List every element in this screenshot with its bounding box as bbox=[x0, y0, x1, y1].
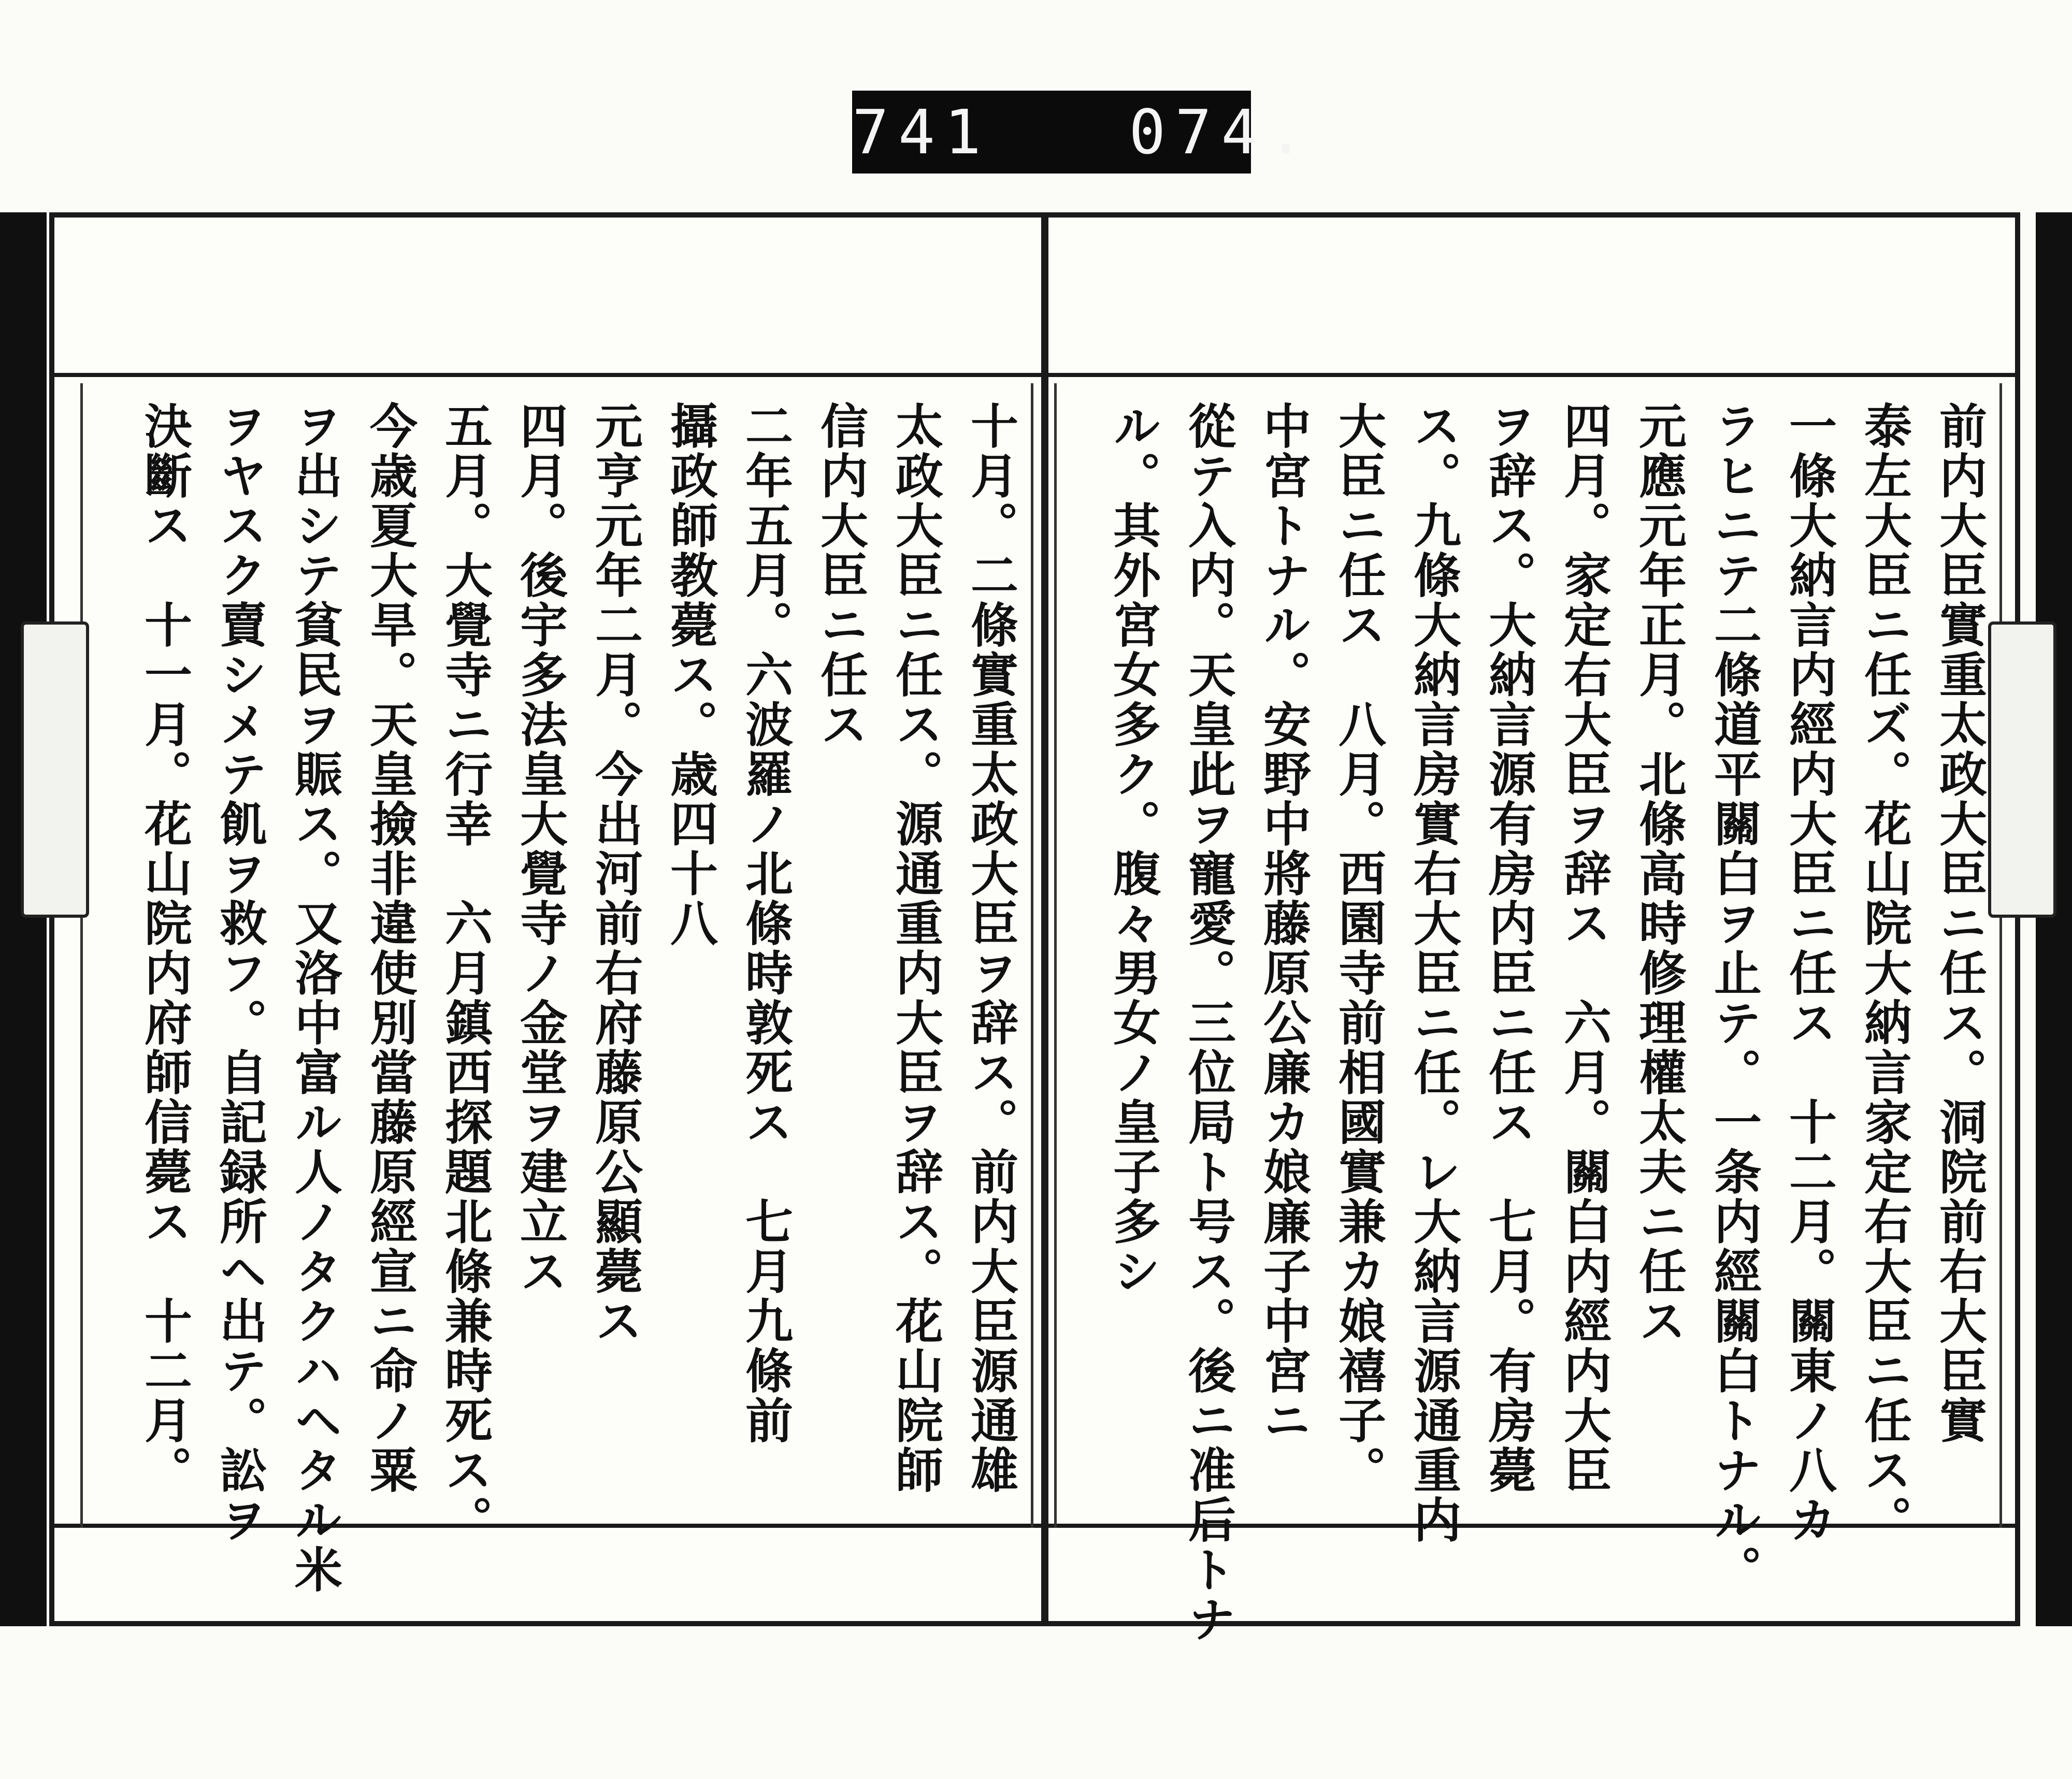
left-text-column-6: 元亨元年二月。今出河前右府藤原公顯薨ス bbox=[587, 401, 643, 1346]
right-text-column-6: 四月。家定右大臣ヲ辞ス 六月。關白内經内大臣 bbox=[1556, 401, 1612, 1495]
open-book bbox=[49, 212, 2020, 1644]
left-text-column-10: ヲ出シテ貧民ヲ賑ス。又洛中富ル人ノタクハヘタル米 bbox=[287, 401, 343, 1595]
archive-page-code: 741 074. bbox=[852, 91, 1251, 173]
left-text-column-7: 四月。後宇多法皇大覺寺ノ金堂ヲ建立ス bbox=[512, 401, 568, 1296]
right-text-column-10: 中宮トナル。安野中將藤原公廉カ娘廉子中宮ニ bbox=[1256, 401, 1312, 1445]
right-text-column-2: 泰左大臣ニ任ズ。花山院大納言家定右大臣ニ任ス。 bbox=[1857, 401, 1912, 1545]
binding-label-right bbox=[1988, 621, 2056, 918]
left-text-column-4: 二年五月。六波羅ノ北條時敦死ス 七月九條前 bbox=[738, 401, 794, 1445]
left-text-column-2: 太政大臣ニ任ス。源通重内大臣ヲ辞ス。花山院師 bbox=[888, 401, 944, 1495]
left-text-column-5: 攝政師教薨ス。歳四十八 bbox=[663, 401, 718, 948]
right-text-column-8: ス。九條大納言房實右大臣ニ任。レ大納言源通重内 bbox=[1406, 401, 1462, 1545]
right-text-column-1: 前内大臣實重太政大臣ニ任ス。洞院前右大臣實 bbox=[1932, 401, 1988, 1445]
left-text-column-3: 信内大臣ニ任ス bbox=[813, 401, 869, 749]
left-page bbox=[80, 383, 1033, 1595]
right-text-column-9: 大臣ニ任ス 八月。西園寺前相國實兼カ娘禧子。 bbox=[1331, 401, 1387, 1495]
left-text-column-11: ヲヤスク賣シメテ飢ヲ救フ。自記録所ヘ出テ。訟ヲ bbox=[212, 401, 268, 1545]
right-text-column-4: ラヒニテ二條道平關白ヲ止テ。一条内經關白トナル。 bbox=[1706, 401, 1762, 1595]
book-gutter bbox=[1041, 218, 1048, 1621]
right-text-column-3: 一條大納言内經内大臣ニ任ス 十二月。關東ノ八カ bbox=[1781, 401, 1837, 1545]
right-text-column-5: 元應元年正月。北條高時修理權太夫ニ任ス bbox=[1631, 401, 1687, 1346]
left-text-column-1: 十月。二條實重太政大臣ヲ辞ス。前内大臣源通雄 bbox=[963, 401, 1019, 1495]
top-frame-line bbox=[54, 373, 2015, 377]
right-text-column-7: ヲ辞ス。大納言源有房内臣ニ任ス 七月。有房薨 bbox=[1481, 401, 1537, 1495]
book-spine-right bbox=[2036, 212, 2072, 1626]
left-text-column-8: 五月。大覺寺ニ行幸 六月鎮西探題北條兼時死ス。 bbox=[437, 401, 493, 1545]
right-text-column-12: ル。其外宮女多ク。腹々男女ノ皇子多シ bbox=[1105, 401, 1161, 1296]
left-text-column-9: 今歳夏大旱。天皇撿非違使別當藤原經宣ニ命ノ粟 bbox=[362, 401, 418, 1495]
binding-label-left bbox=[21, 621, 89, 918]
right-text-column-11: 從テ入内。天皇此ヲ寵愛。三位局ト号ス。後ニ准后トナ bbox=[1181, 401, 1236, 1644]
right-page bbox=[1054, 383, 2002, 1644]
book-spine-left bbox=[0, 212, 47, 1626]
left-text-column-12: 決斷ス 十一月。花山院内府師信薨ス 十二月。 bbox=[137, 401, 193, 1495]
